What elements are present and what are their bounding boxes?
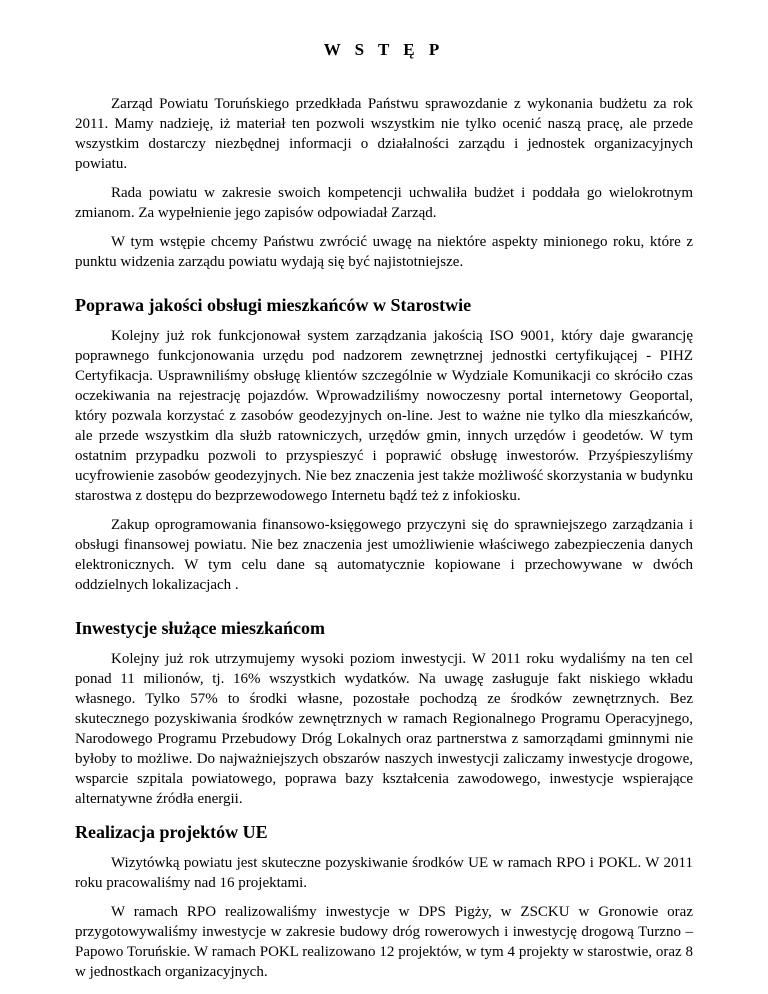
quality-paragraph-1: Kolejny już rok funkcjonował system zarządzania jakością ISO 9001, który daje gwarancję poprawnego funkcjonowania urzędu pod nadzorem zewnętrznej jednostki certyfikującej - PIHZ Certyfikacja. Usprawniliśmy obsługę klientów szczególnie w Wydziale Komunikacji co skróciło czas oczekiwania na rejestrację pojazdów. Wprowadziliśmy nowoczesny portal internetowy Geoportal, który pozwala korzystać z zasobów geodezyjnych on-line. Jest to ważne nie tylko dla mieszkańców, ale przede wszystkim dla służb ratowniczych, urzędów gmin, innych urzędów i geodetów. W tym ostatnim przypadku pozwoli to przyspieszyć i poprawić obsługę inwestorów. Przyśpieszyliśmy ucyfrowienie zasobów geodezyjnych. Nie bez znaczenia jest także możliwość skorzystania w budynku starostwa z dostępu do bezprzewodowego Internetu bądź też z infokiosku.: [75, 328, 693, 504]
investments-paragraph-1: Kolejny już rok utrzymujemy wysoki poziom inwestycji. W 2011 roku wydaliśmy na ten cel ponad 11 milionów, tj. 16% wszystkich wydatków. Na uwagę zasługuje fakt niskiego wkładu własnego. Tylko 57% to środki własne, pozostałe pochodzą ze środków zewnętrznych. Bez skutecznego pozyskiwania środków zewnętrznych w ramach Regionalnego Programu Operacyjnego, Narodowego Programu Przebudowy Dróg Lokalnych oraz partnerstwa z samorządami gminnymi nie byłoby to możliwe. Do najważniejszych obszarów naszych inwestycji zaliczamy inwestycje drogowe, wsparcie szpitala powiatowego, poprawa bazy kształcenia zawodowego, inwestycje wspierające alternatywne źródła energii.: [75, 651, 693, 807]
intro-paragraph-3: W tym wstępie chcemy Państwu zwrócić uwagę na niektóre aspekty minionego roku, które z punktu widzenia zarządu powiatu wydają się być najistotniejsze.: [75, 234, 693, 270]
intro-paragraph-2: Rada powiatu w zakresie swoich kompetencji uchwaliła budżet i poddała go wielokrotnym zmianom. Za wypełnienie jego zapisów odpowiadał Zarząd.: [75, 185, 693, 221]
section-heading-eu-projects: Realizacja projektów UE: [75, 822, 268, 842]
eu-paragraph-2: W ramach RPO realizowaliśmy inwestycje w DPS Pigży, w ZSCKU w Gronowie oraz przygotowywaliśmy inwestycje w zakresie budowy dróg rowerowych i inwestycję drogową Turzno – Papowo Toruńskie. W ramach POKL realizowano 12 projektów, w tym 4 projekty w starostwie, oraz 8 w jednostkach organizacyjnych.: [75, 904, 693, 980]
section-heading-investments: Inwestycje służące mieszkańcom: [75, 618, 325, 638]
eu-paragraph-1: Wizytówką powiatu jest skuteczne pozyskiwanie środków UE w ramach RPO i POKL. W 2011 roku pracowaliśmy nad 16 projektami.: [75, 855, 693, 891]
intro-paragraph-1: Zarząd Powiatu Toruńskiego przedkłada Państwu sprawozdanie z wykonania budżetu za rok 2011. Mamy nadzieję, iż materiał ten pozwoli wszystkim nie tylko ocenić naszą pracę, ale przede wszystkim dostarczy niezbędnej informacji o działalności zarządu i jednostek organizacyjnych powiatu.: [75, 96, 693, 172]
section-heading-quality: Poprawa jakości obsługi mieszkańców w Starostwie: [75, 295, 472, 315]
document-title: W S T Ę P: [323, 40, 445, 59]
quality-paragraph-2: Zakup oprogramowania finansowo-księgowego przyczyni się do sprawniejszego zarządzania i obsługi finansowej powiatu. Nie bez znaczenia jest umożliwienie właściwego zabezpieczenia danych elektronicznych. W tym celu dane są automatycznie kopiowane i przechowywane w dwóch oddzielnych lokalizacjach .: [75, 517, 693, 593]
